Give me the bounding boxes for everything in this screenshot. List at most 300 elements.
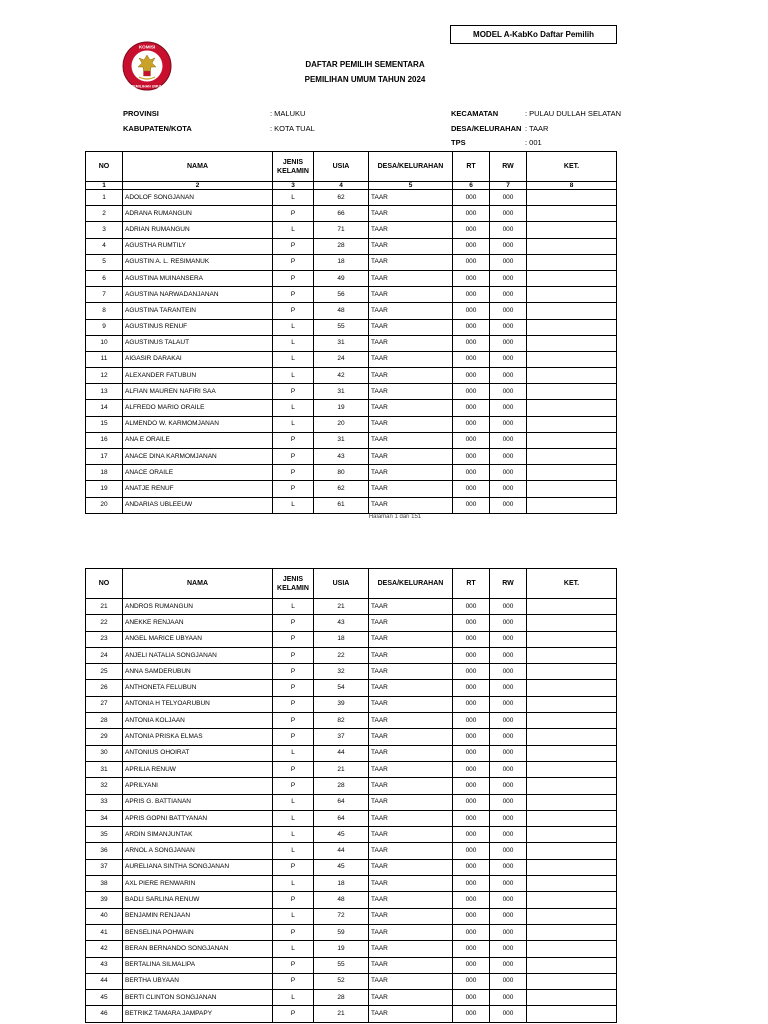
cell-rw: 000 [490,908,527,924]
cell-rt: 000 [453,941,490,957]
cell-no: 1 [86,190,123,206]
cell-usia: 45 [314,827,369,843]
cell-rw: 000 [490,778,527,794]
cell-jenis-kelamin: P [273,761,314,777]
model-label: MODEL A-KabKo Daftar Pemilih [473,30,594,39]
cell-no: 10 [86,335,123,351]
cell-rw: 000 [490,238,527,254]
cell-usia: 24 [314,351,369,367]
cell-jenis-kelamin: P [273,1006,314,1022]
cell-no: 39 [86,892,123,908]
cell-no: 42 [86,941,123,957]
table-row [86,810,617,826]
model-label-box [450,25,617,44]
cell-rt: 000 [453,238,490,254]
cell-jenis-kelamin: L [273,497,314,513]
cell-usia: 21 [314,761,369,777]
cell-rt: 000 [453,368,490,384]
table-row [86,270,617,286]
cell-usia: 66 [314,206,369,222]
cell-rw: 000 [490,794,527,810]
table-row [86,254,617,270]
cell-rw: 000 [490,449,527,465]
cell-rt: 000 [453,599,490,615]
cell-desa: TAAR [369,465,453,481]
cell-rt: 000 [453,908,490,924]
cell-no: 16 [86,432,123,448]
cell-rt: 000 [453,190,490,206]
cell-nama: BERTI CLINTON SONGJANAN [123,990,273,1006]
cell-usia: 19 [314,941,369,957]
cell-usia: 42 [314,368,369,384]
cell-usia: 55 [314,957,369,973]
cell-desa: TAAR [369,843,453,859]
col-header-no: NO [86,152,123,182]
cell-jenis-kelamin: P [273,465,314,481]
col-header-rw: RW [490,152,527,182]
cell-no: 4 [86,238,123,254]
cell-no: 18 [86,465,123,481]
cell-usia: 45 [314,859,369,875]
cell-rt: 000 [453,465,490,481]
cell-jenis-kelamin: L [273,810,314,826]
meta-value-desa: : TAAR [525,124,549,133]
cell-rt: 000 [453,1006,490,1022]
cell-nama: BADLI SARLINA RENUW [123,892,273,908]
cell-rt: 000 [453,843,490,859]
cell-ket [527,973,617,989]
cell-nama: APRILYANI [123,778,273,794]
cell-rt: 000 [453,222,490,238]
table-row [86,222,617,238]
meta-value-kabupaten: : KOTA TUAL [270,124,315,133]
cell-jenis-kelamin: P [273,696,314,712]
cell-desa: TAAR [369,631,453,647]
col-header-nama: NAMA [123,152,273,182]
cell-rw: 000 [490,729,527,745]
cell-no: 38 [86,876,123,892]
table-row [86,973,617,989]
cell-ket [527,206,617,222]
col-header-desa: DESA/KELURAHAN [369,569,453,599]
cell-nama: AGUSTHA RUMTILY [123,238,273,254]
cell-desa: TAAR [369,222,453,238]
cell-ket [527,351,617,367]
table-row [86,465,617,481]
cell-usia: 71 [314,222,369,238]
cell-rw: 000 [490,335,527,351]
cell-rt: 000 [453,416,490,432]
col-number: 5 [369,182,453,190]
cell-rw: 000 [490,843,527,859]
cell-rt: 000 [453,270,490,286]
cell-no: 13 [86,384,123,400]
cell-desa: TAAR [369,432,453,448]
cell-no: 36 [86,843,123,859]
cell-usia: 80 [314,465,369,481]
cell-ket [527,745,617,761]
cell-rw: 000 [490,400,527,416]
table-row [86,859,617,875]
cell-usia: 31 [314,432,369,448]
meta-label-desa: DESA/KELURAHAN [451,124,522,133]
cell-rw: 000 [490,973,527,989]
cell-nama: ANTONIA PRISKA ELMAS [123,729,273,745]
cell-rw: 000 [490,892,527,908]
cell-rt: 000 [453,990,490,1006]
cell-rt: 000 [453,615,490,631]
cell-no: 12 [86,368,123,384]
cell-rw: 000 [490,859,527,875]
cell-no: 40 [86,908,123,924]
cell-nama: ANNA SAMDERUBUN [123,664,273,680]
table-row [86,238,617,254]
cell-desa: TAAR [369,254,453,270]
col-header-ket: KET. [527,152,617,182]
cell-usia: 19 [314,400,369,416]
cell-no: 33 [86,794,123,810]
col-number: 3 [273,182,314,190]
cell-usia: 43 [314,615,369,631]
cell-desa: TAAR [369,973,453,989]
cell-usia: 18 [314,631,369,647]
cell-ket [527,647,617,663]
cell-ket [527,664,617,680]
cell-jenis-kelamin: P [273,924,314,940]
col-header-kelamin: KELAMIN [277,167,309,175]
cell-desa: TAAR [369,924,453,940]
cell-rt: 000 [453,892,490,908]
cell-rt: 000 [453,729,490,745]
cell-no: 5 [86,254,123,270]
cell-nama: APRIS G. BATTIANAN [123,794,273,810]
cell-no: 3 [86,222,123,238]
cell-rt: 000 [453,319,490,335]
table-row [86,827,617,843]
cell-rt: 000 [453,254,490,270]
cell-desa: TAAR [369,497,453,513]
cell-nama: ANATJE RENUF [123,481,273,497]
cell-ket [527,794,617,810]
cell-desa: TAAR [369,827,453,843]
cell-desa: TAAR [369,696,453,712]
cell-no: 20 [86,497,123,513]
cell-rw: 000 [490,351,527,367]
cell-rw: 000 [490,190,527,206]
cell-ket [527,449,617,465]
cell-desa: TAAR [369,416,453,432]
cell-usia: 20 [314,416,369,432]
cell-rw: 000 [490,664,527,680]
cell-jenis-kelamin: L [273,368,314,384]
cell-desa: TAAR [369,270,453,286]
cell-nama: ANDARIAS UBLEEUW [123,497,273,513]
cell-nama: AGUSTINA NARWADANJANAN [123,287,273,303]
cell-rw: 000 [490,287,527,303]
meta-label-tps: TPS [451,138,466,147]
cell-rw: 000 [490,941,527,957]
cell-desa: TAAR [369,957,453,973]
cell-usia: 64 [314,810,369,826]
cell-jenis-kelamin: P [273,254,314,270]
cell-usia: 44 [314,843,369,859]
col-header-ket: KET. [527,569,617,599]
cell-desa: TAAR [369,647,453,663]
cell-jenis-kelamin: P [273,892,314,908]
cell-no: 23 [86,631,123,647]
cell-jenis-kelamin: P [273,631,314,647]
cell-usia: 49 [314,270,369,286]
cell-ket [527,696,617,712]
col-header-rw: RW [490,569,527,599]
cell-jenis-kelamin: L [273,908,314,924]
table-row [86,206,617,222]
cell-rt: 000 [453,761,490,777]
col-header-usia: USIA [314,152,369,182]
col-header-usia: USIA [314,569,369,599]
table-row [86,368,617,384]
cell-rw: 000 [490,631,527,647]
table-row [86,599,617,615]
cell-rw: 000 [490,761,527,777]
cell-nama: ANDROS RUMANGUN [123,599,273,615]
cell-desa: TAAR [369,713,453,729]
cell-nama: BENJAMIN RENJAAN [123,908,273,924]
cell-ket [527,729,617,745]
cell-nama: ALFREDO MARIO ORAILE [123,400,273,416]
cell-ket [527,631,617,647]
cell-no: 21 [86,599,123,615]
cell-jenis-kelamin: P [273,303,314,319]
table-row [86,745,617,761]
table-row [86,416,617,432]
cell-nama: ADOLOF SONGJANAN [123,190,273,206]
cell-no: 6 [86,270,123,286]
table-header-row [86,152,617,182]
cell-ket [527,190,617,206]
cell-desa: TAAR [369,615,453,631]
cell-desa: TAAR [369,1006,453,1022]
cell-ket [527,1006,617,1022]
cell-no: 46 [86,1006,123,1022]
cell-jenis-kelamin: P [273,647,314,663]
cell-nama: AGUSTINUS RENUF [123,319,273,335]
cell-no: 14 [86,400,123,416]
cell-ket [527,908,617,924]
cell-desa: TAAR [369,384,453,400]
table-row [86,432,617,448]
cell-jenis-kelamin: L [273,416,314,432]
cell-usia: 18 [314,876,369,892]
cell-no: 28 [86,713,123,729]
cell-nama: ANACE DINA KARMOMJANAN [123,449,273,465]
voter-table-page-2 [85,568,617,1023]
cell-rt: 000 [453,303,490,319]
cell-ket [527,497,617,513]
col-number: 7 [490,182,527,190]
cell-ket [527,384,617,400]
cell-desa: TAAR [369,761,453,777]
cell-desa: TAAR [369,876,453,892]
cell-jenis-kelamin: L [273,190,314,206]
cell-jenis-kelamin: L [273,827,314,843]
cell-usia: 28 [314,990,369,1006]
cell-ket [527,416,617,432]
cell-jenis-kelamin: P [273,432,314,448]
cell-desa: TAAR [369,287,453,303]
cell-nama: ANGEL MARICE UBYAAN [123,631,273,647]
cell-nama: ADRIAN RUMANGUN [123,222,273,238]
cell-rw: 000 [490,599,527,615]
cell-nama: AGUSTINA MUINANSERA [123,270,273,286]
kpu-logo-icon [121,40,173,92]
cell-nama: BERAN BERNANDO SONGJANAN [123,941,273,957]
cell-rw: 000 [490,481,527,497]
cell-rt: 000 [453,810,490,826]
cell-jenis-kelamin: P [273,481,314,497]
cell-jenis-kelamin: P [273,859,314,875]
cell-usia: 55 [314,319,369,335]
cell-ket [527,481,617,497]
cell-nama: ALEXANDER FATUBUN [123,368,273,384]
table-row [86,319,617,335]
cell-nama: ANA E ORAILE [123,432,273,448]
cell-rt: 000 [453,351,490,367]
cell-rt: 000 [453,481,490,497]
cell-nama: BETRIKZ TAMARA JAMPAPY [123,1006,273,1022]
table-row [86,794,617,810]
cell-jenis-kelamin: L [273,876,314,892]
cell-ket [527,843,617,859]
page-footer: Halaman 1 dari 151 [368,514,422,520]
cell-ket [527,859,617,875]
cell-nama: BERTHA UBYAAN [123,973,273,989]
cell-no: 29 [86,729,123,745]
cell-nama: ANJELI NATALIA SONGJANAN [123,647,273,663]
cell-usia: 48 [314,303,369,319]
col-number: 6 [453,182,490,190]
cell-rw: 000 [490,432,527,448]
cell-ket [527,319,617,335]
cell-rw: 000 [490,465,527,481]
cell-desa: TAAR [369,778,453,794]
table-row [86,497,617,513]
cell-no: 37 [86,859,123,875]
cell-rw: 000 [490,254,527,270]
cell-desa: TAAR [369,319,453,335]
cell-desa: TAAR [369,810,453,826]
cell-jenis-kelamin: P [273,238,314,254]
table-row [86,400,617,416]
cell-usia: 64 [314,794,369,810]
voter-table-body [86,599,617,1023]
cell-rt: 000 [453,876,490,892]
cell-ket [527,400,617,416]
col-header-desa: DESA/KELURAHAN [369,152,453,182]
table-row [86,908,617,924]
cell-rt: 000 [453,713,490,729]
table-row [86,990,617,1006]
cell-desa: TAAR [369,941,453,957]
cell-usia: 32 [314,664,369,680]
cell-rt: 000 [453,696,490,712]
cell-ket [527,335,617,351]
cell-rt: 000 [453,745,490,761]
cell-usia: 56 [314,287,369,303]
cell-ket [527,761,617,777]
cell-usia: 39 [314,696,369,712]
col-number: 2 [123,182,273,190]
cell-jenis-kelamin: P [273,206,314,222]
cell-rt: 000 [453,794,490,810]
cell-jenis-kelamin: L [273,319,314,335]
table-row [86,303,617,319]
table-row [86,941,617,957]
table-row [86,287,617,303]
cell-no: 32 [86,778,123,794]
col-header-rt: RT [453,152,490,182]
cell-ket [527,680,617,696]
col-header-jenis: JENIS [282,575,304,583]
cell-nama: AGUSTIN A. L. RESIMANUK [123,254,273,270]
table-row [86,924,617,940]
cell-ket [527,270,617,286]
document-page-2 [0,548,768,1024]
cell-desa: TAAR [369,729,453,745]
document-subtitle: PEMILIHAN UMUM TAHUN 2024 [304,75,426,84]
logo-text-bottom: PEMILIHAN UMUM [131,84,163,89]
cell-ket [527,615,617,631]
voter-table-page-1 [85,151,617,514]
cell-no: 11 [86,351,123,367]
col-header-kelamin: KELAMIN [277,584,309,592]
cell-usia: 37 [314,729,369,745]
cell-desa: TAAR [369,481,453,497]
cell-rw: 000 [490,303,527,319]
cell-no: 45 [86,990,123,1006]
col-number: 4 [314,182,369,190]
cell-jenis-kelamin: P [273,729,314,745]
cell-rt: 000 [453,924,490,940]
cell-nama: BENSELINA POHWAIN [123,924,273,940]
cell-ket [527,713,617,729]
cell-no: 22 [86,615,123,631]
cell-usia: 48 [314,892,369,908]
table-row [86,892,617,908]
cell-jenis-kelamin: L [273,941,314,957]
cell-usia: 52 [314,973,369,989]
cell-rw: 000 [490,876,527,892]
cell-desa: TAAR [369,892,453,908]
cell-no: 34 [86,810,123,826]
cell-ket [527,778,617,794]
cell-usia: 28 [314,778,369,794]
cell-rt: 000 [453,647,490,663]
cell-rt: 000 [453,400,490,416]
cell-no: 41 [86,924,123,940]
cell-jenis-kelamin: P [273,287,314,303]
cell-rw: 000 [490,990,527,1006]
cell-nama: ANTHONETA FELUBUN [123,680,273,696]
table-row [86,615,617,631]
cell-desa: TAAR [369,351,453,367]
col-header-rt: RT [453,569,490,599]
cell-ket [527,368,617,384]
cell-desa: TAAR [369,990,453,1006]
cell-no: 44 [86,973,123,989]
cell-usia: 61 [314,497,369,513]
cell-usia: 43 [314,449,369,465]
